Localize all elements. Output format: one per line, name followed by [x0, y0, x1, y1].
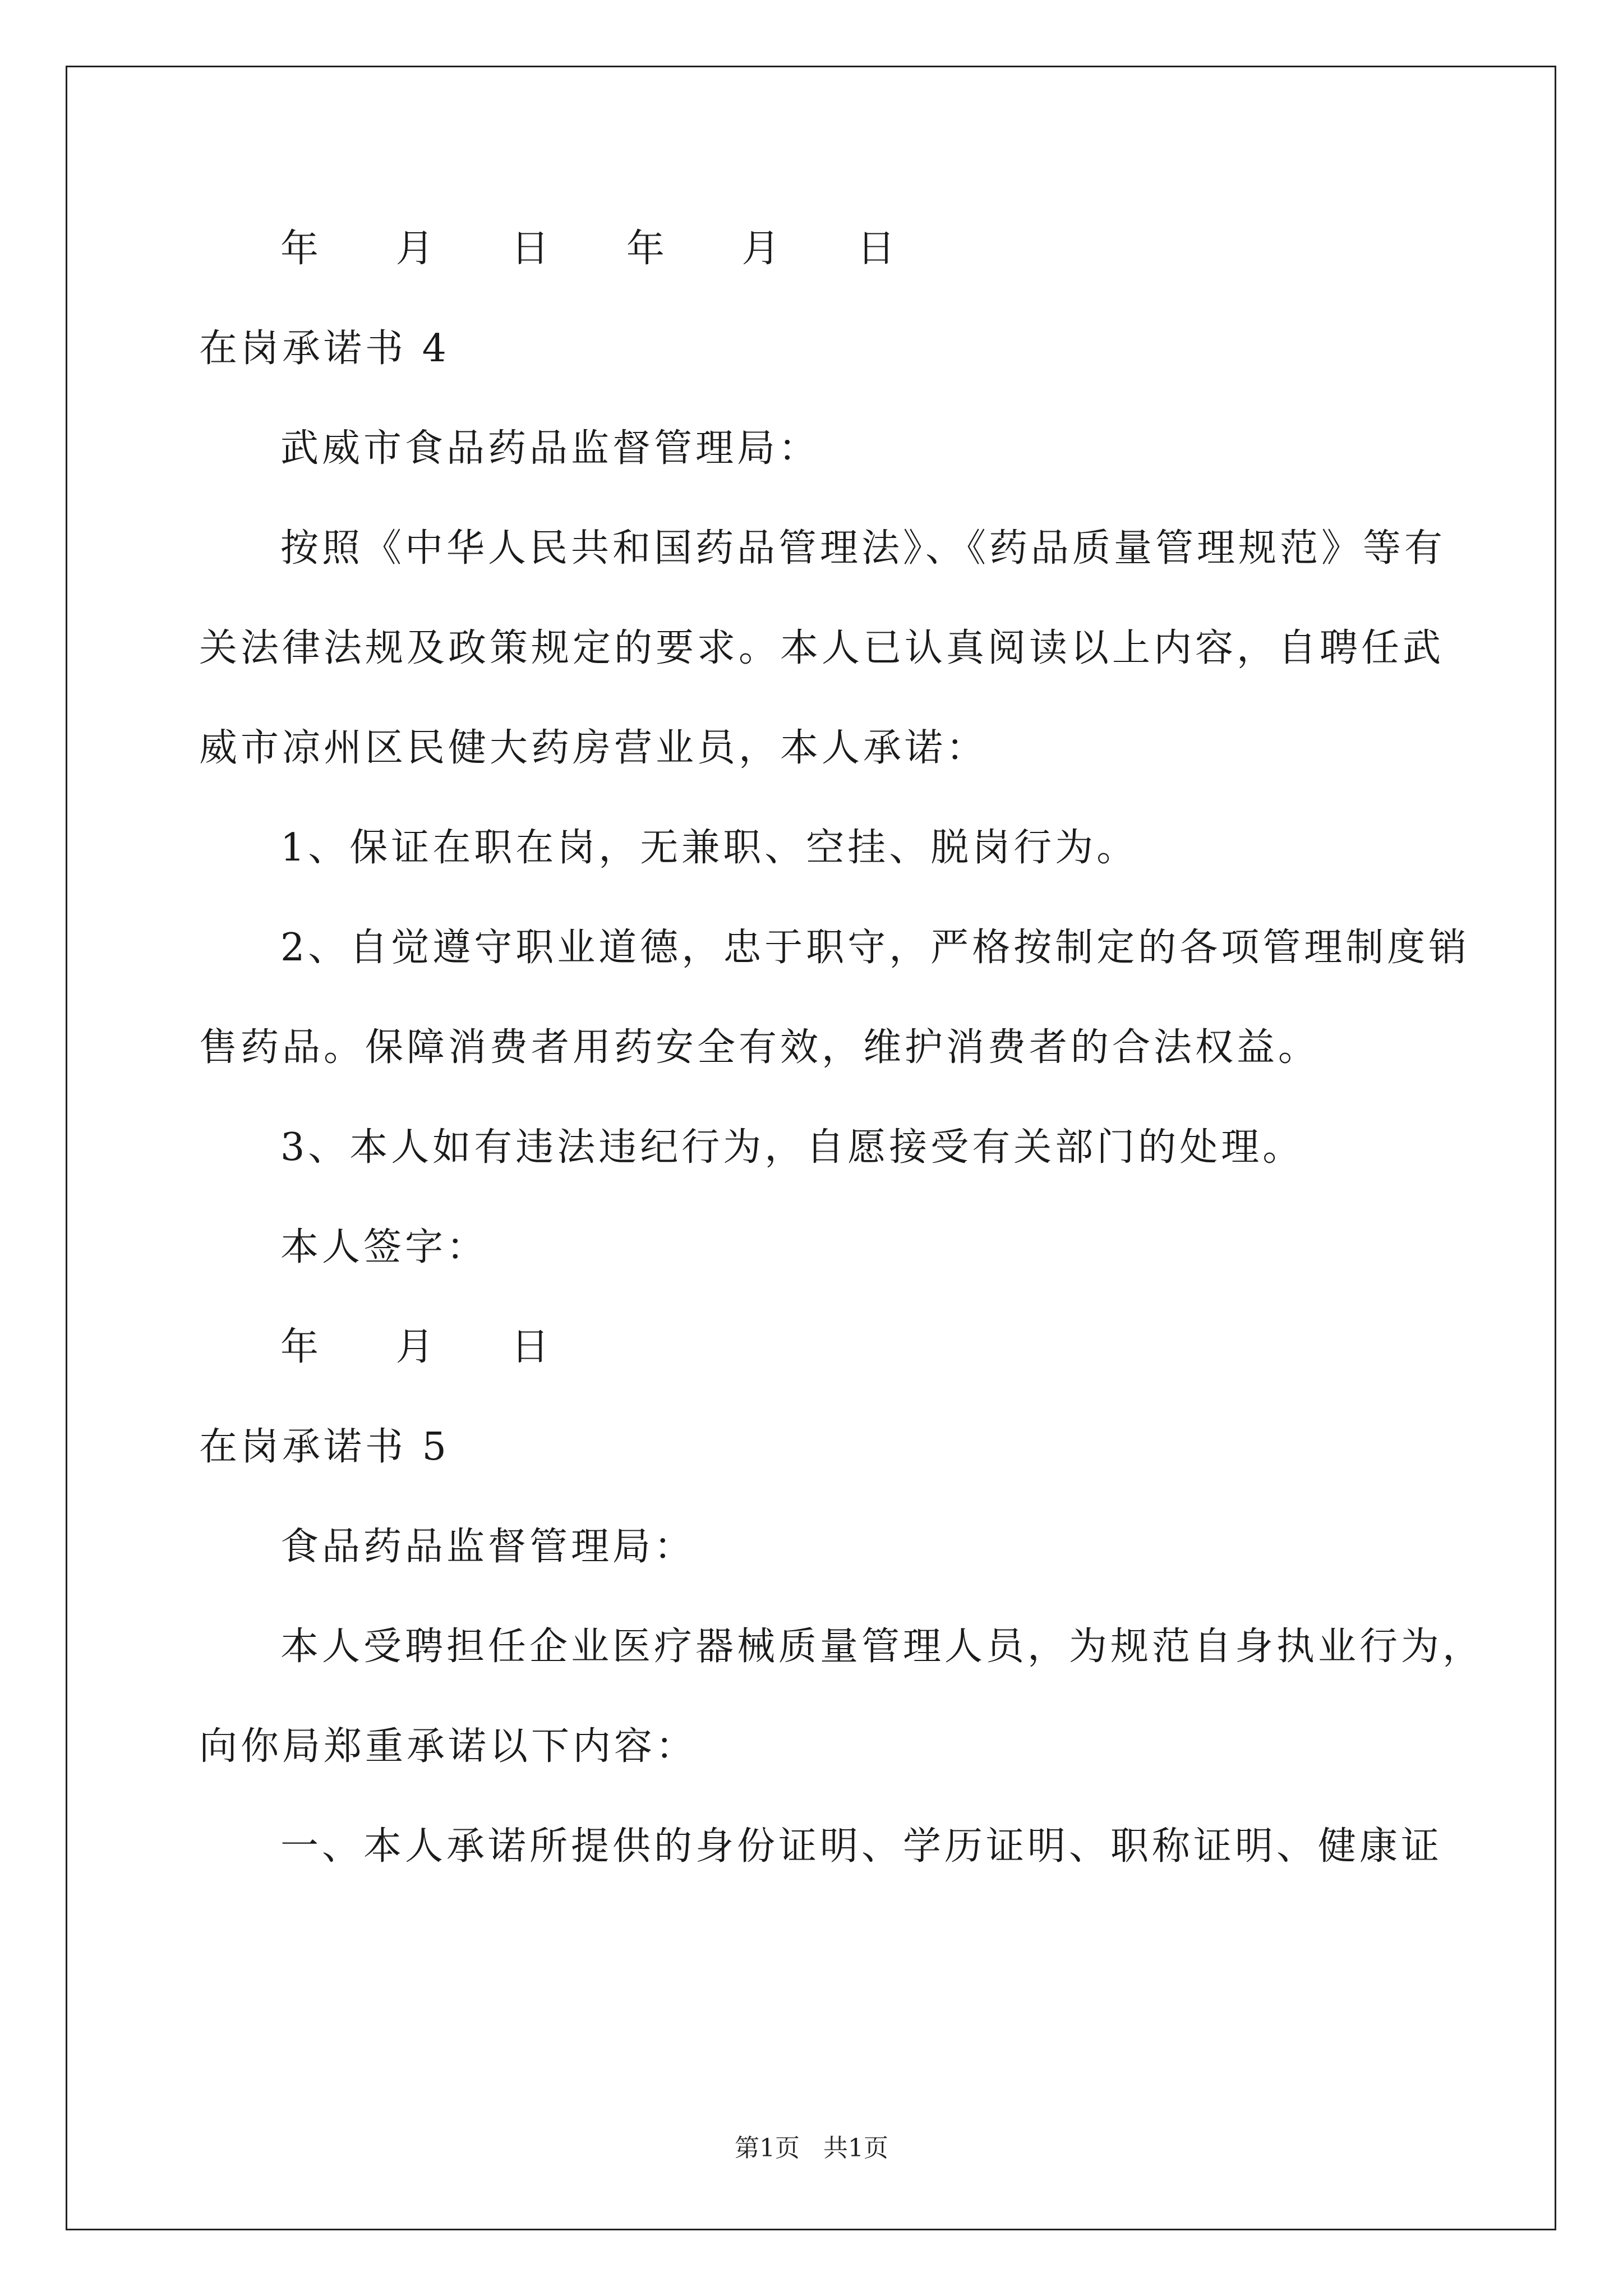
- section-4-item-2: 2、自觉遵守职业道德，忠于职守，严格按制定的各项管理制度销: [280, 926, 1470, 970]
- section-5-item-1: 一、本人承诺所提供的身份证明、学历证明、职称证明、健康证: [280, 1824, 1443, 1869]
- section-4-paragraph-line: 威市凉州区民健大药房营业员，本人承诺：: [199, 726, 988, 770]
- section-4-paragraph-line: 关法律法规及政策规定的要求。本人已认真阅读以上内容，自聘任武: [199, 626, 1445, 670]
- section-4-paragraph-line: 按照《中华人民共和国药品管理法》、《药品质量管理规范》等有: [280, 526, 1446, 570]
- section-5-paragraph-line: 向你局郑重承诺以下内容：: [199, 1724, 698, 1769]
- section-4-title: 在岗承诺书 4: [199, 326, 450, 371]
- section-5-title: 在岗承诺书 5: [199, 1425, 450, 1469]
- signature-label: 本人签字：: [280, 1225, 488, 1269]
- signature-date-line: 年 月 日: [280, 1325, 582, 1369]
- section-4-addressee: 武威市食品药品监督管理局：: [280, 426, 820, 471]
- date-line-pair: 年 月 日 年 月 日: [280, 227, 928, 271]
- section-4-item-2-continued: 售药品。保障消费者用药安全有效，维护消费者的合法权益。: [199, 1025, 1320, 1070]
- section-5-addressee: 食品药品监督管理局：: [280, 1525, 696, 1569]
- section-4-item-1: 1、保证在职在岗，无兼职、空挂、脱岗行为。: [280, 826, 1138, 870]
- section-4-item-3: 3、本人如有违法违纪行为，自愿接受有关部门的处理。: [280, 1125, 1304, 1170]
- page-number-footer: 第1页 共1页: [735, 2134, 888, 2162]
- section-5-paragraph-line: 本人受聘担任企业医疗器械质量管理人员，为规范自身执业行为，: [280, 1625, 1484, 1669]
